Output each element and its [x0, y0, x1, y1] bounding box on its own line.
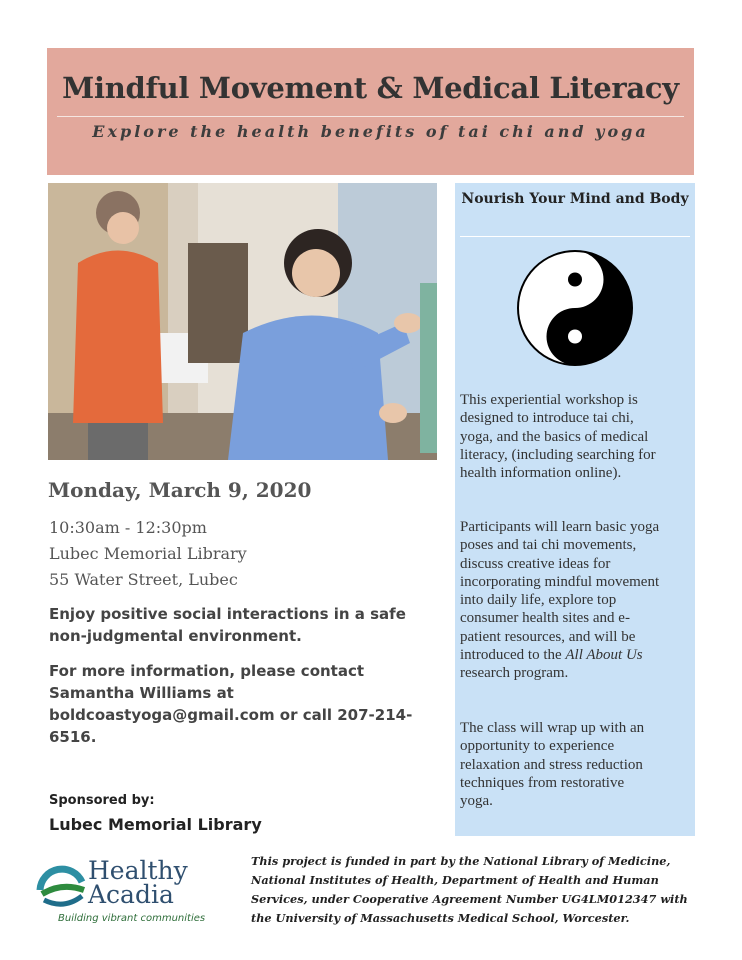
panel-heading: Nourish Your Mind and Body — [461, 191, 689, 207]
sponsor-name: Lubec Memorial Library — [49, 815, 262, 834]
tai-chi-class-photo — [48, 183, 437, 460]
event-date: Monday, March 9, 2020 — [48, 478, 312, 502]
workshop-intro-text: This experiential workshop is designed to introduce tai chi, yoga, and the basics of medical literacy, (including searching for health information online). — [460, 392, 656, 482]
workshop-closing-text: The class will wrap up with an opportunity to experience relaxation and stress reduction techniques from restorative yoga. — [460, 720, 645, 810]
workshop-description-panel — [455, 183, 695, 836]
contact-info: For more information, please contact Samantha Williams at boldcoastyoga@gmail.com or call 207-214-6516. — [49, 662, 413, 746]
event-venue: Lubec Memorial Library — [49, 544, 247, 563]
logo-tagline: Building vibrant communities — [58, 913, 206, 924]
logo-name-line2: Acadia — [88, 880, 174, 909]
funding-statement: This project is funded in part by the National Library of Medicine, National Institutes of Health, Department of Health and Human Services, under Cooperative Agreement Number UG4LM012347 with the University of Massachusetts Medical School, Worcester. — [251, 854, 688, 925]
healthy-acadia-logo-icon — [36, 860, 88, 912]
yin-yang-icon — [516, 249, 634, 367]
page-subtitle: Explore the health benefits of tai chi and yoga — [92, 122, 649, 141]
title-banner — [47, 48, 694, 175]
social-interaction-note: Enjoy positive social interactions in a safe non-judgmental environment. — [49, 605, 406, 645]
workshop-details-text: Participants will learn basic yoga poses and tai chi movements, discuss creative ideas for incorporating mindful movement into daily life, explore top consumer health sites and e-patient resources, and will be introduced to the All About Us research program. — [460, 519, 660, 682]
banner-divider — [57, 116, 684, 117]
sponsored-by-label: Sponsored by: — [49, 793, 155, 808]
panel-divider — [460, 236, 690, 237]
event-address: 55 Water Street, Lubec — [49, 570, 238, 589]
event-time: 10:30am - 12:30pm — [49, 518, 207, 537]
healthy-acadia-logo — [36, 855, 206, 935]
logo-name-line1: Healthy — [88, 856, 188, 885]
page-title: Mindful Movement & Medical Literacy — [62, 71, 679, 105]
